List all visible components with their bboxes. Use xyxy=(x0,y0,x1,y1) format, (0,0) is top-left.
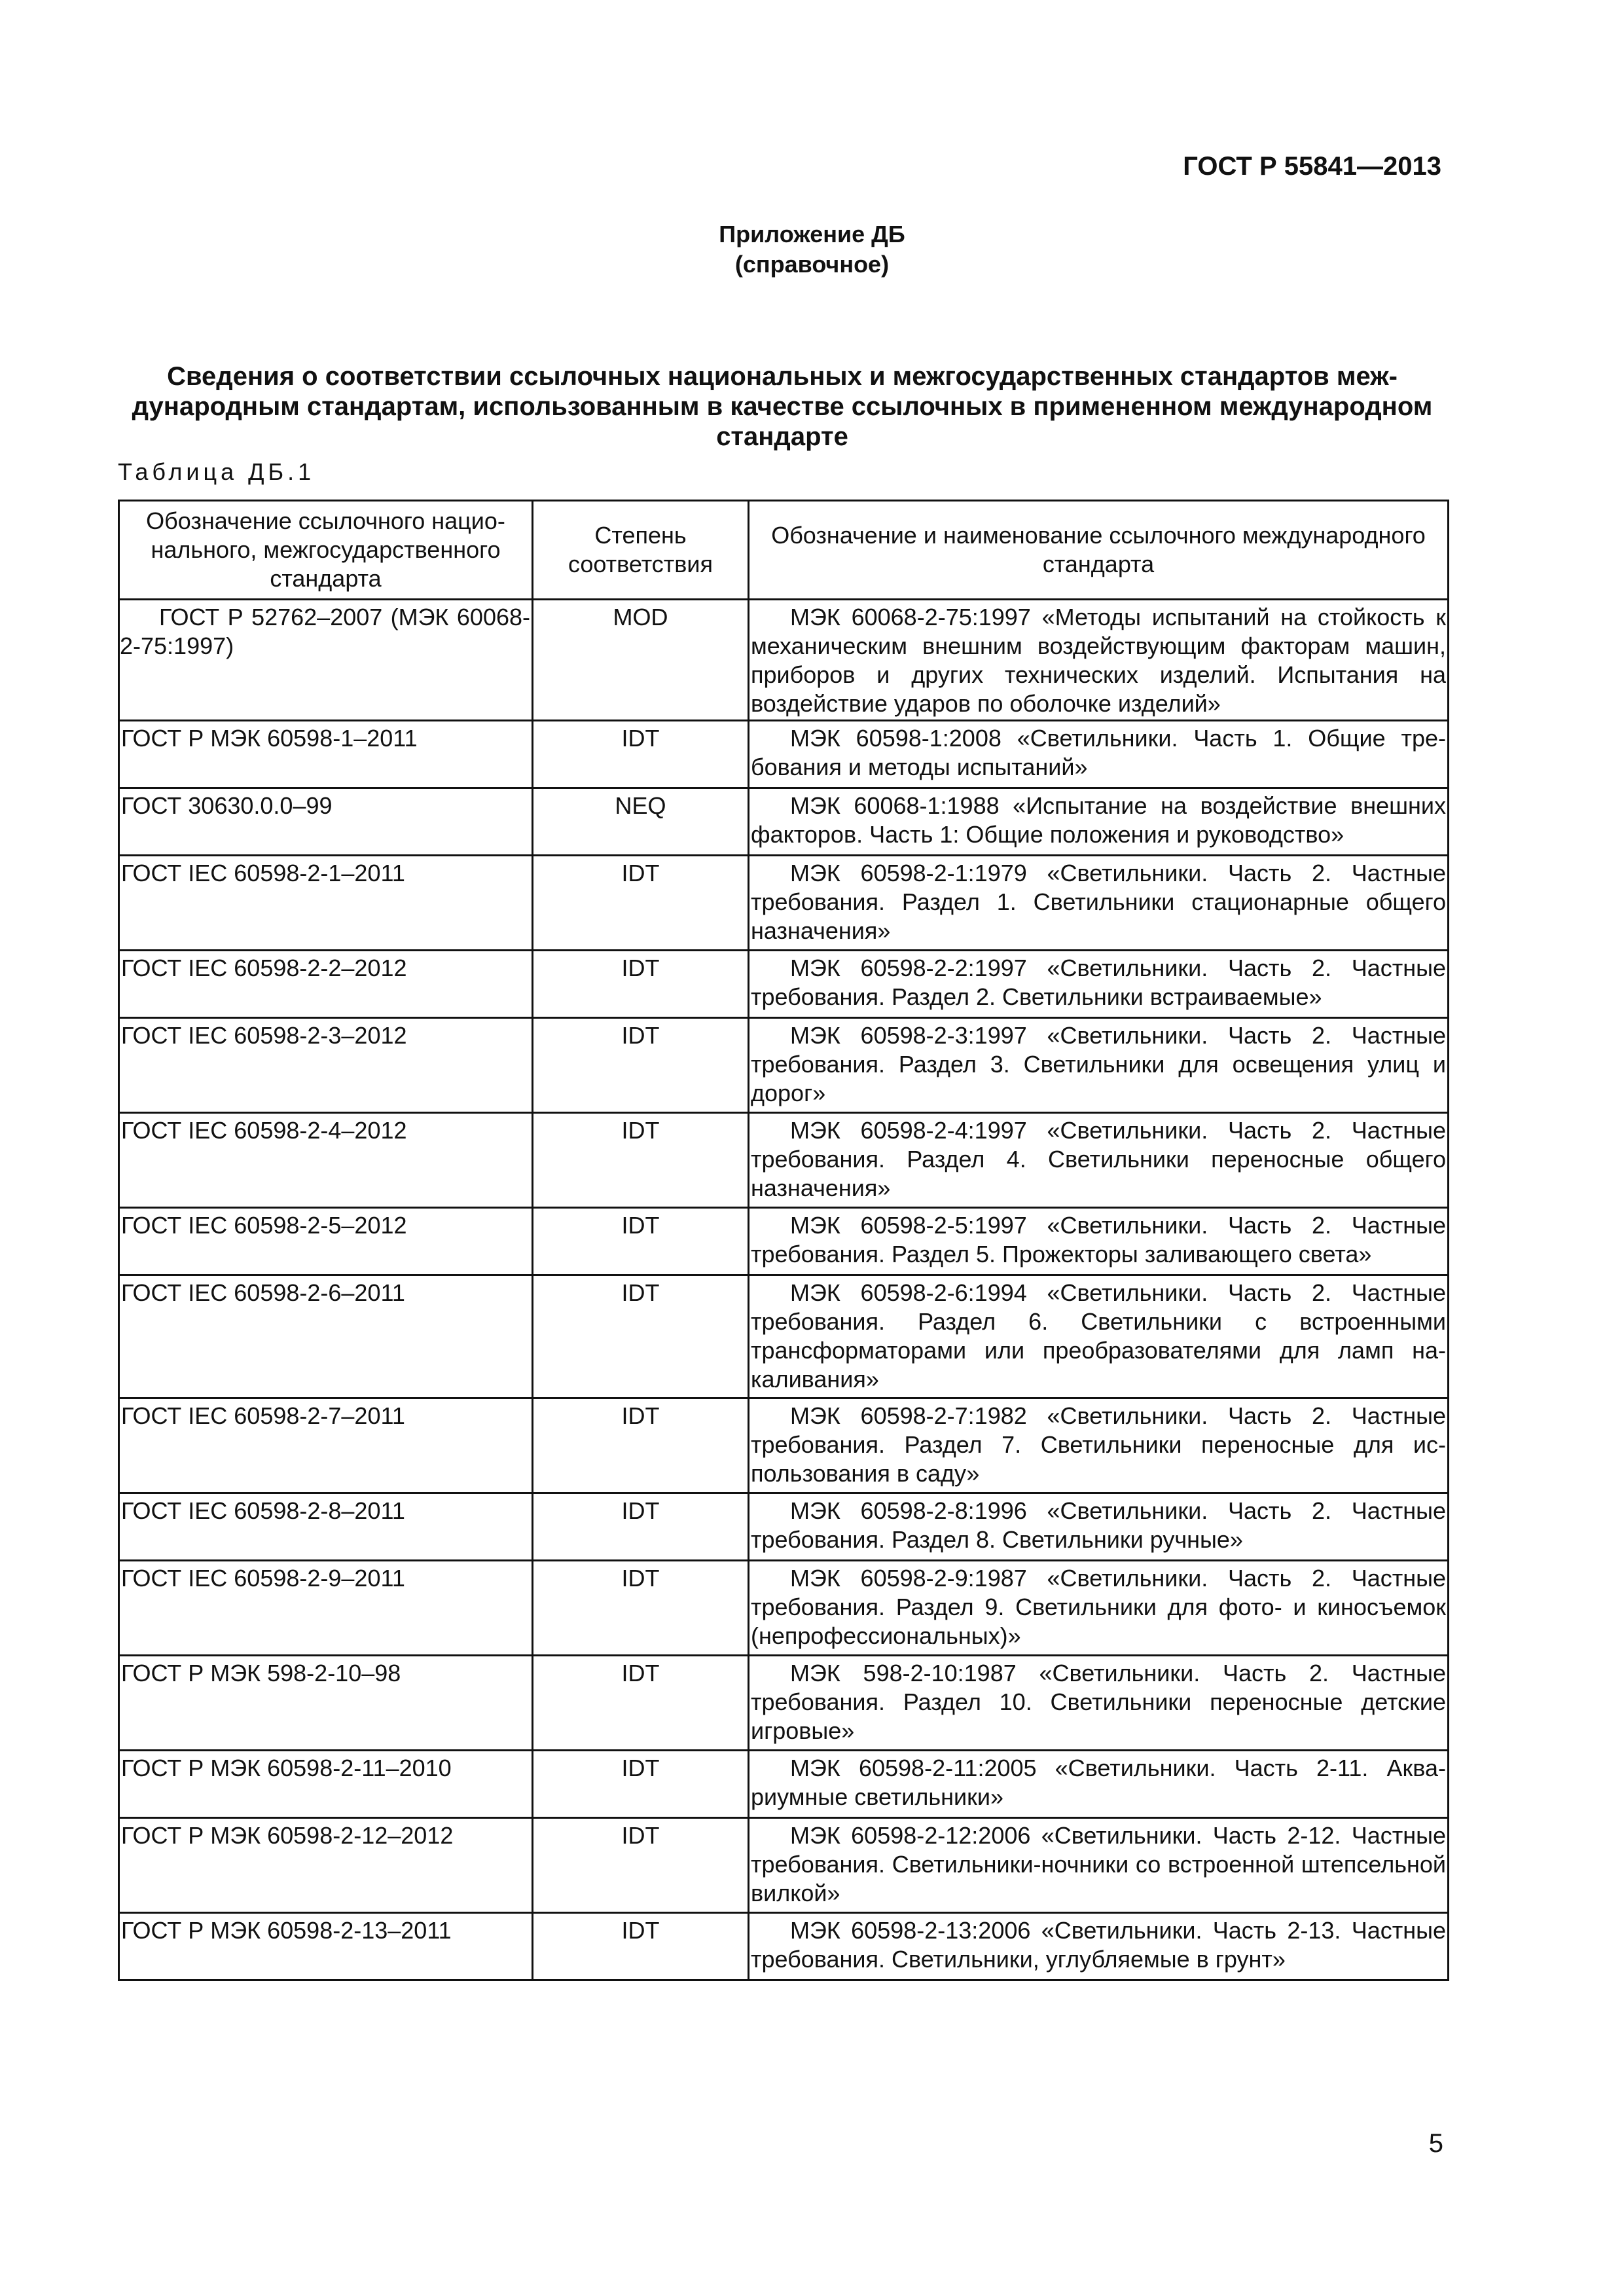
international-designation: МЭК 60598-2-9:1987 «Светильники. Часть 2. Частные требования. Раздел 9. Светильники для фото- и киносъемок (непрофессиональных)» xyxy=(749,1561,1449,1656)
header-national-designation: Обозначение ссылочного национального, межгосударственного стандарта xyxy=(119,501,533,600)
degree-of-conformity: IDT xyxy=(533,1656,749,1751)
national-designation: ГОСТ Р МЭК 60598-2-12–2012 xyxy=(119,1818,533,1913)
international-designation: МЭК 60068-1:1988 «Испытание на воздействие внешних факторов. Часть 1: Общие положения и руководство» xyxy=(749,788,1449,856)
table-header-row xyxy=(119,501,1449,600)
national-designation: ГОСТ Р МЭК 598-2-10–98 xyxy=(119,1656,533,1751)
national-designation: ГОСТ IEC 60598-2-7–2011 xyxy=(119,1398,533,1493)
table-row xyxy=(119,1656,1449,1751)
national-designation: ГОСТ IEC 60598-2-3–2012 xyxy=(119,1018,533,1113)
degree-of-conformity: IDT xyxy=(533,721,749,788)
table-row xyxy=(119,1818,1449,1913)
international-designation: МЭК 598-2-10:1987 «Светильники. Часть 2. Частные требования. Раздел 10. Светильники переносные детские игровые» xyxy=(749,1656,1449,1751)
international-designation: МЭК 60598-2-6:1994 «Светильники. Часть 2. Частные требования. Раздел 6. Светильники с встроенными трансформаторами или преобразователями для ламп накаливания» xyxy=(749,1275,1449,1398)
table-row xyxy=(119,1493,1449,1561)
national-designation: ГОСТ IEC 60598-2-1–2011 xyxy=(119,856,533,951)
table-row xyxy=(119,788,1449,856)
degree-of-conformity: IDT xyxy=(533,1018,749,1113)
appendix-status: (справочное) xyxy=(734,251,890,278)
header-degree: Степень соответствия xyxy=(533,501,749,600)
table-row xyxy=(119,721,1449,788)
header-international-designation: Обозначение и наименование ссылочного международного стандарта xyxy=(749,501,1449,600)
international-designation: МЭК 60598-2-11:2005 «Светильники. Часть 2-11. Аквариумные светильники» xyxy=(749,1751,1449,1818)
appendix-heading xyxy=(0,219,1624,280)
degree-of-conformity: IDT xyxy=(533,951,749,1018)
degree-of-conformity: NEQ xyxy=(533,788,749,856)
document-code: ГОСТ Р 55841—2013 xyxy=(1183,152,1441,181)
national-designation: ГОСТ Р МЭК 60598-2-11–2010 xyxy=(119,1751,533,1818)
table-row xyxy=(119,1561,1449,1656)
degree-of-conformity: IDT xyxy=(533,1913,749,1980)
international-designation: МЭК 60598-2-1:1979 «Светильники. Часть 2. Частные требования. Раздел 1. Светильники стационарные общего назначения» xyxy=(749,856,1449,951)
national-designation: ГОСТ IEC 60598-2-4–2012 xyxy=(119,1113,533,1208)
national-designation: ГОСТ IEC 60598-2-8–2011 xyxy=(119,1493,533,1561)
appendix-title: Приложение ДБ xyxy=(719,221,905,247)
national-designation: ГОСТ IEC 60598-2-2–2012 xyxy=(119,951,533,1018)
national-designation: ГОСТ Р 52762–2007 (МЭК 60068-2-75:1997) xyxy=(119,600,533,721)
degree-of-conformity: IDT xyxy=(533,1818,749,1913)
international-designation: МЭК 60598-2-12:2006 «Светильники. Часть 2-12. Частные требования. Светильники-ночники со встроенной штепсельной вилкой» xyxy=(749,1818,1449,1913)
degree-of-conformity: IDT xyxy=(533,1398,749,1493)
table-row xyxy=(119,600,1449,721)
table-row xyxy=(119,1113,1449,1208)
international-designation: МЭК 60598-2-8:1996 «Светильники. Часть 2. Частные требования. Раздел 8. Светильники ручные» xyxy=(749,1493,1449,1561)
degree-of-conformity: IDT xyxy=(533,1208,749,1275)
table-row xyxy=(119,1751,1449,1818)
international-designation: МЭК 60598-2-3:1997 «Светильники. Часть 2. Частные требования. Раздел 3. Светильники для освещения улиц и дорог» xyxy=(749,1018,1449,1113)
international-designation: МЭК 60068-2-75:1997 «Методы испытаний на стойкость к механическим внешним воздействующим факторам машин, приборов и других технических изделий. Испытания на воздействие ударов по оболочке изделий» xyxy=(749,600,1449,721)
national-designation: ГОСТ IEC 60598-2-5–2012 xyxy=(119,1208,533,1275)
national-designation: ГОСТ Р МЭК 60598-1–2011 xyxy=(119,721,533,788)
table-label: Таблица ДБ.1 xyxy=(118,458,316,485)
degree-of-conformity: IDT xyxy=(533,1493,749,1561)
international-designation: МЭК 60598-2-13:2006 «Светильники. Часть 2-13. Частные требования. Светильники, углубляемые в грунт» xyxy=(749,1913,1449,1980)
table-row xyxy=(119,1208,1449,1275)
international-designation: МЭК 60598-2-7:1982 «Светильники. Часть 2. Частные требования. Раздел 7. Светильники переносные для использования в саду» xyxy=(749,1398,1449,1493)
degree-of-conformity: IDT xyxy=(533,1751,749,1818)
degree-of-conformity: IDT xyxy=(533,856,749,951)
section-title: Сведения о соответствии ссылочных национальных и межгосударственных стандартов международным стандартам, использованным в качестве ссылочных в примененном международном стандарте xyxy=(132,362,1433,451)
degree-of-conformity: MOD xyxy=(533,600,749,721)
table-row xyxy=(119,1018,1449,1113)
table-row xyxy=(119,856,1449,951)
national-designation: ГОСТ 30630.0.0–99 xyxy=(119,788,533,856)
national-designation: ГОСТ Р МЭК 60598-2-13–2011 xyxy=(119,1913,533,1980)
degree-of-conformity: IDT xyxy=(533,1113,749,1208)
table-row xyxy=(119,1398,1449,1493)
page-number: 5 xyxy=(1428,2129,1443,2158)
international-designation: МЭК 60598-2-2:1997 «Светильники. Часть 2. Частные требования. Раздел 2. Светильники встраиваемые» xyxy=(749,951,1449,1018)
degree-of-conformity: IDT xyxy=(533,1275,749,1398)
standards-table xyxy=(118,500,1449,1981)
national-designation: ГОСТ IEC 60598-2-6–2011 xyxy=(119,1275,533,1398)
degree-of-conformity: IDT xyxy=(533,1561,749,1656)
table-row xyxy=(119,1913,1449,1980)
international-designation: МЭК 60598-1:2008 «Светильники. Часть 1. Общие требования и методы испытаний» xyxy=(749,721,1449,788)
table-row xyxy=(119,1275,1449,1398)
national-designation: ГОСТ IEC 60598-2-9–2011 xyxy=(119,1561,533,1656)
international-designation: МЭК 60598-2-4:1997 «Светильники. Часть 2. Частные требования. Раздел 4. Светильники переносные общего назначения» xyxy=(749,1113,1449,1208)
table-row xyxy=(119,951,1449,1018)
international-designation: МЭК 60598-2-5:1997 «Светильники. Часть 2. Частные требования. Раздел 5. Прожекторы заливающего света» xyxy=(749,1208,1449,1275)
